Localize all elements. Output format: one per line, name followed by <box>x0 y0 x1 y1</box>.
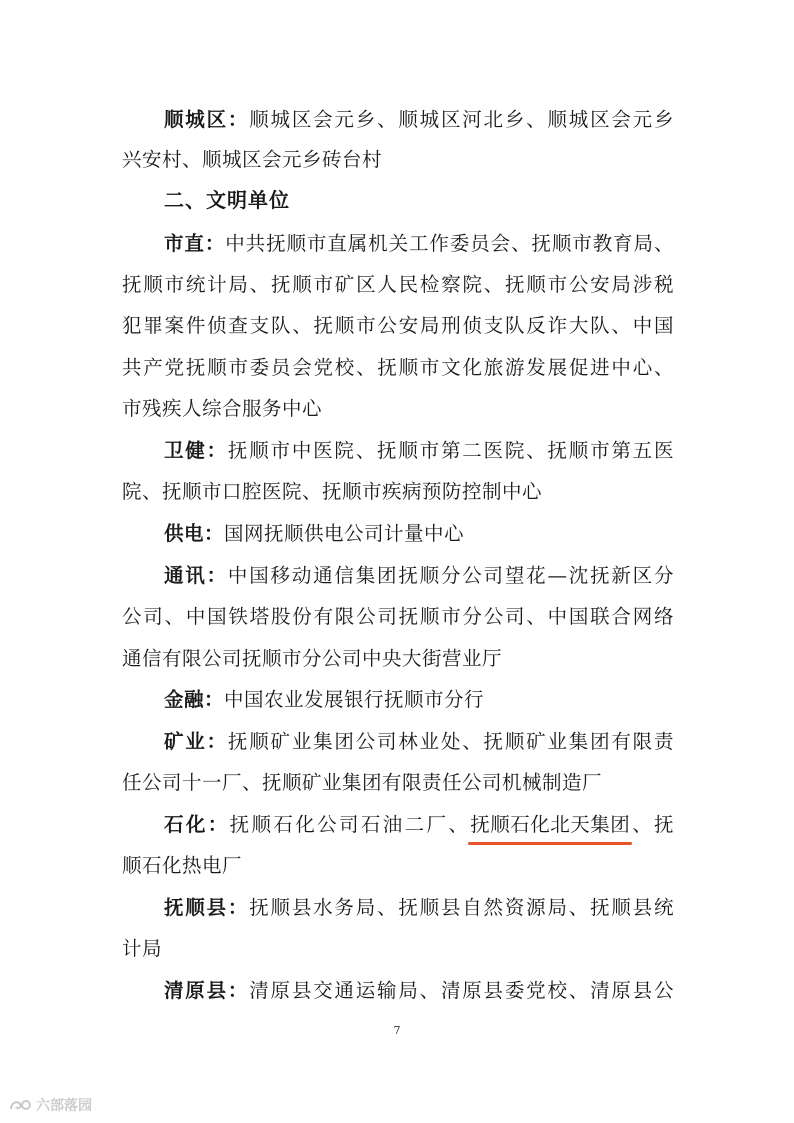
line-tongxun-1 <box>164 563 674 589</box>
section-label-tongxun: 通讯： <box>164 564 228 587</box>
line-kuangye-1 <box>164 729 674 755</box>
section-label-shuncheng: 顺城区： <box>164 108 250 131</box>
line-shizhi-5: 市残疾人综合服务中心 <box>122 397 323 420</box>
section-label-fushunxian: 抚顺县： <box>164 896 250 919</box>
watermark <box>8 1095 92 1115</box>
section-label-qingyuan: 清原县： <box>164 979 250 1002</box>
section-label-shizhi: 市直： <box>164 232 226 255</box>
line-text: 抚顺石化公司石油二厂、 <box>229 813 471 836</box>
line-shizhi-2: 抚顺市统计局、抚顺市矿区人民检察院、抚顺市公安局涉税 <box>122 273 674 296</box>
section-label-weijian: 卫健： <box>164 439 228 462</box>
line-shizhi-3: 犯罪案件侦查支队、抚顺市公安局刑侦支队反诈大队、中国 <box>122 314 674 337</box>
line-text: 中共抚顺市直属机关工作委员会、抚顺市教育局、 <box>225 232 674 255</box>
line-weijian-1 <box>164 438 674 464</box>
line-shuncheng-2: 兴安村、顺城区会元乡砖台村 <box>122 148 383 171</box>
line-jinrong-1 <box>164 687 674 713</box>
section-label-shihua: 石化： <box>164 813 230 836</box>
section-heading: 二、文明单位 <box>164 188 290 212</box>
line-shuncheng-1 <box>164 107 674 133</box>
line-text: 中国农业发展银行抚顺市分行 <box>224 688 485 711</box>
line-text: 抚顺县水务局、抚顺县自然资源局、抚顺县统 <box>249 896 674 919</box>
section-label-gongdian: 供电： <box>164 522 225 545</box>
line-gongdian-1 <box>164 521 674 547</box>
line-shizhi-4: 共产党抚顺市委员会党校、抚顺市文化旅游发展促进中心、 <box>122 356 674 379</box>
line-text: 中国移动通信集团抚顺分公司望花—沈抚新区分 <box>227 564 674 587</box>
swirl-logo-icon <box>8 1097 32 1113</box>
line-text: 、抚 <box>630 813 674 836</box>
line-fushunxian-1 <box>164 895 674 921</box>
line-shizhi-1 <box>164 231 674 257</box>
section-label-kuangye: 矿业： <box>164 730 228 753</box>
line-fushunxian-2: 计局 <box>122 937 163 960</box>
line-text: 抚顺市中医院、抚顺市第二医院、抚顺市第五医 <box>227 439 674 462</box>
line-tongxun-2: 公司、中国铁塔股份有限公司抚顺市分公司、中国联合网络 <box>122 605 674 628</box>
page-number: 7 <box>393 1024 401 1037</box>
section-label-jinrong: 金融： <box>164 688 225 711</box>
highlighted-unit: 抚顺石化北天集团 <box>470 813 631 836</box>
line-text: 国网抚顺供电公司计量中心 <box>224 522 465 545</box>
line-tongxun-3: 通信有限公司抚顺市分公司中央大街营业厅 <box>122 647 503 670</box>
line-shihua-1 <box>164 812 674 838</box>
line-qingyuan-1 <box>164 978 674 1004</box>
watermark-text: 六部落园 <box>36 1098 92 1114</box>
line-shihua-2: 顺石化热电厂 <box>122 854 243 877</box>
line-text: 顺城区会元乡、顺城区河北乡、顺城区会元乡 <box>249 108 674 131</box>
line-weijian-2: 院、抚顺市口腔医院、抚顺市疾病预防控制中心 <box>122 480 543 503</box>
line-text: 清原县交通运输局、清原县委党校、清原县公 <box>249 979 674 1002</box>
line-kuangye-2: 任公司十一厂、抚顺矿业集团有限责任公司机械制造厂 <box>122 771 603 794</box>
line-text: 抚顺矿业集团公司林业处、抚顺矿业集团有限责 <box>227 730 674 753</box>
